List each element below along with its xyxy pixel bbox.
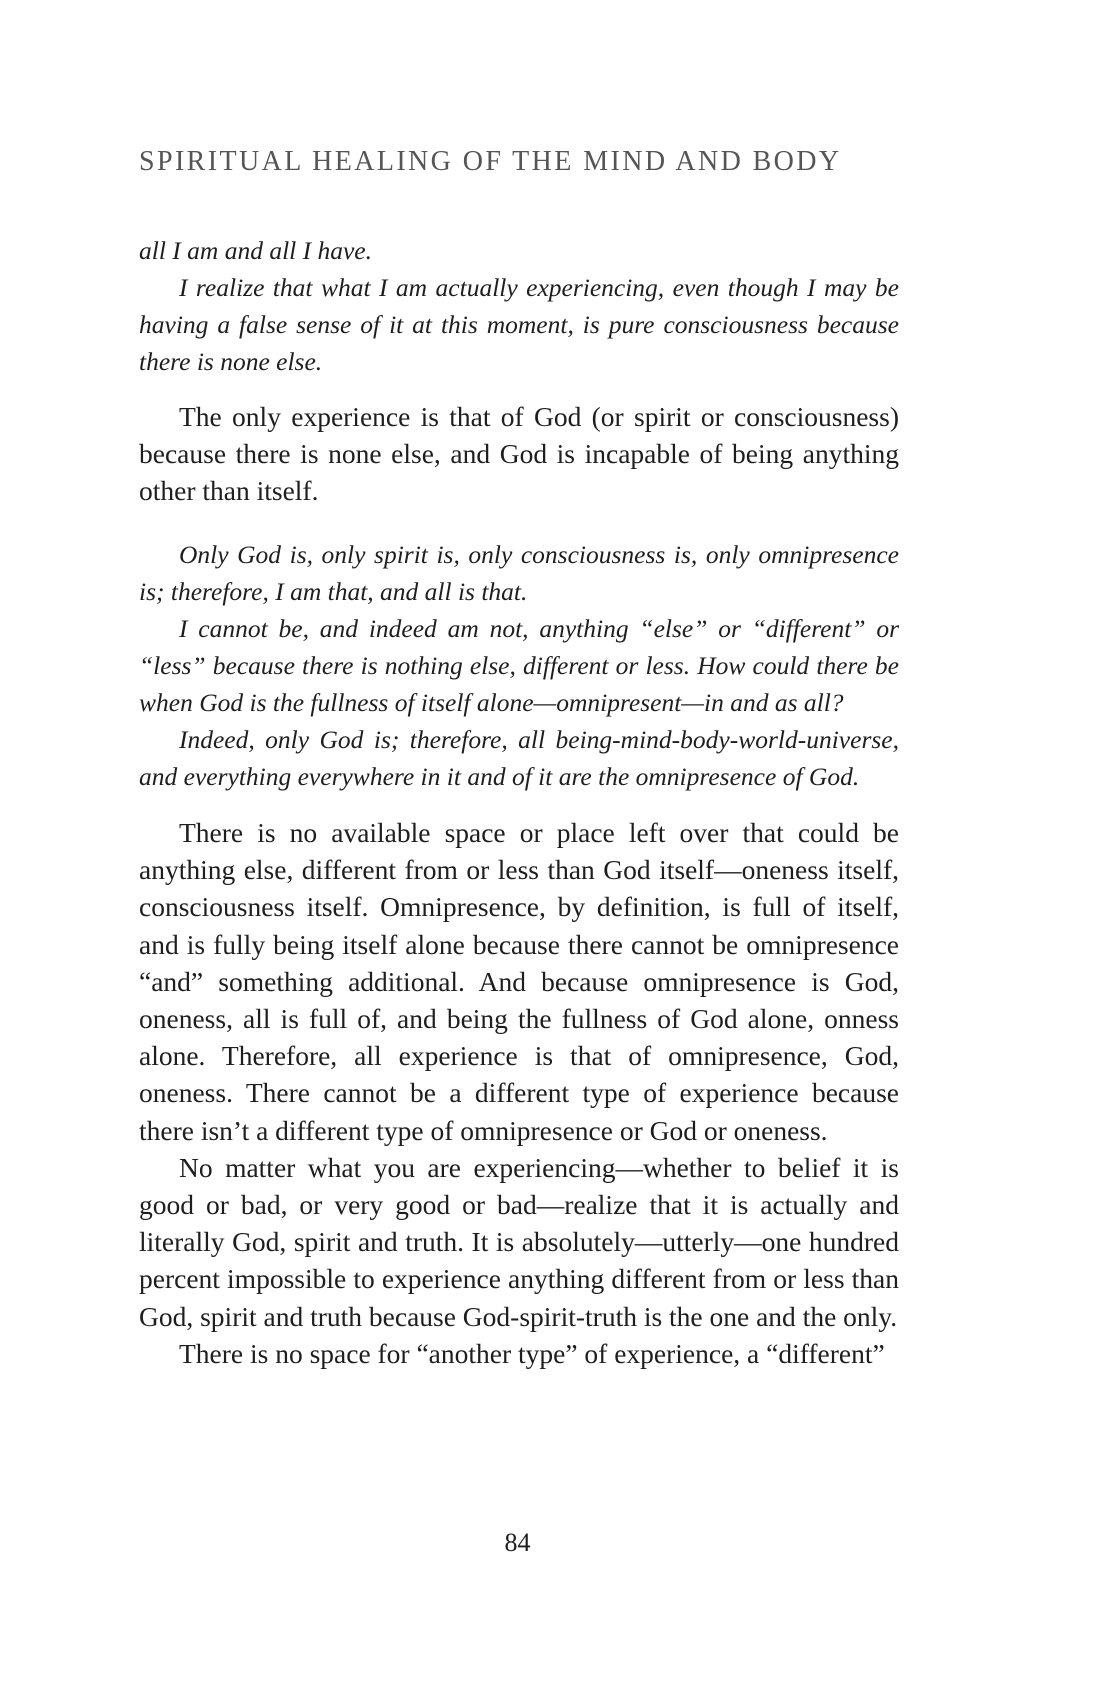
body-text-block-2 (139, 814, 899, 1372)
running-head: SPIRITUAL HEALING OF THE MIND AND BODY (139, 146, 842, 177)
paragraph: all I am and all I have. (139, 236, 372, 265)
paragraph: Only God is, only spirit is, only consciousness is, only omnipresence is; therefore, I am that, and all is that. (139, 540, 899, 606)
paragraph: The only experience is that of God (or spirit or consciousness) because there is none else, and God is incapable of being anything other than itself. (139, 401, 899, 507)
paragraph: There is no space for “another type” of experience, a “different” (179, 1337, 885, 1369)
body-text-block-1 (139, 398, 899, 510)
paragraph: I cannot be, and indeed am not, anything “else” or “different” or “less” because there is nothing else, different or less. How could there be when God is the fullness of itself alone—omnipresent—in and as all? (139, 614, 899, 717)
page-number: 84 (504, 1528, 531, 1557)
paragraph: Indeed, only God is; therefore, all being-mind-body-world-universe, and everything everywhere in it and of it are the omnipresence of God. (139, 725, 899, 791)
meditation-block-1 (139, 232, 899, 380)
meditation-block-2 (139, 536, 899, 795)
paragraph: There is no available space or place left over that could be anything else, different from or less than God itself—oneness itself, consciousness itself. Omnipresence, by definition, is full of itself, and is fully being itself alone because there cannot be omnipresence “and” something additional. And because omnipresence is God, oneness, all is full of, and being the fullness of God alone, onness alone. Therefore, all experience is that of omnipresence, God, oneness. There cannot be a different type of experience because there isn’t a different type of omnipresence or God or oneness. (139, 817, 899, 1146)
paragraph: No matter what you are experiencing—whether to belief it is good or bad, or very good or bad—realize that it is actually and literally God, spirit and truth. It is absolutely—utterly—one hundred percent impossible to experience anything different from or less than God, spirit and truth because God-spirit-truth is the one and the only. (139, 1151, 899, 1332)
paragraph: I realize that what I am actually experiencing, even though I may be having a false sense of it at this moment, is pure consciousness because there is none else. (139, 273, 899, 376)
